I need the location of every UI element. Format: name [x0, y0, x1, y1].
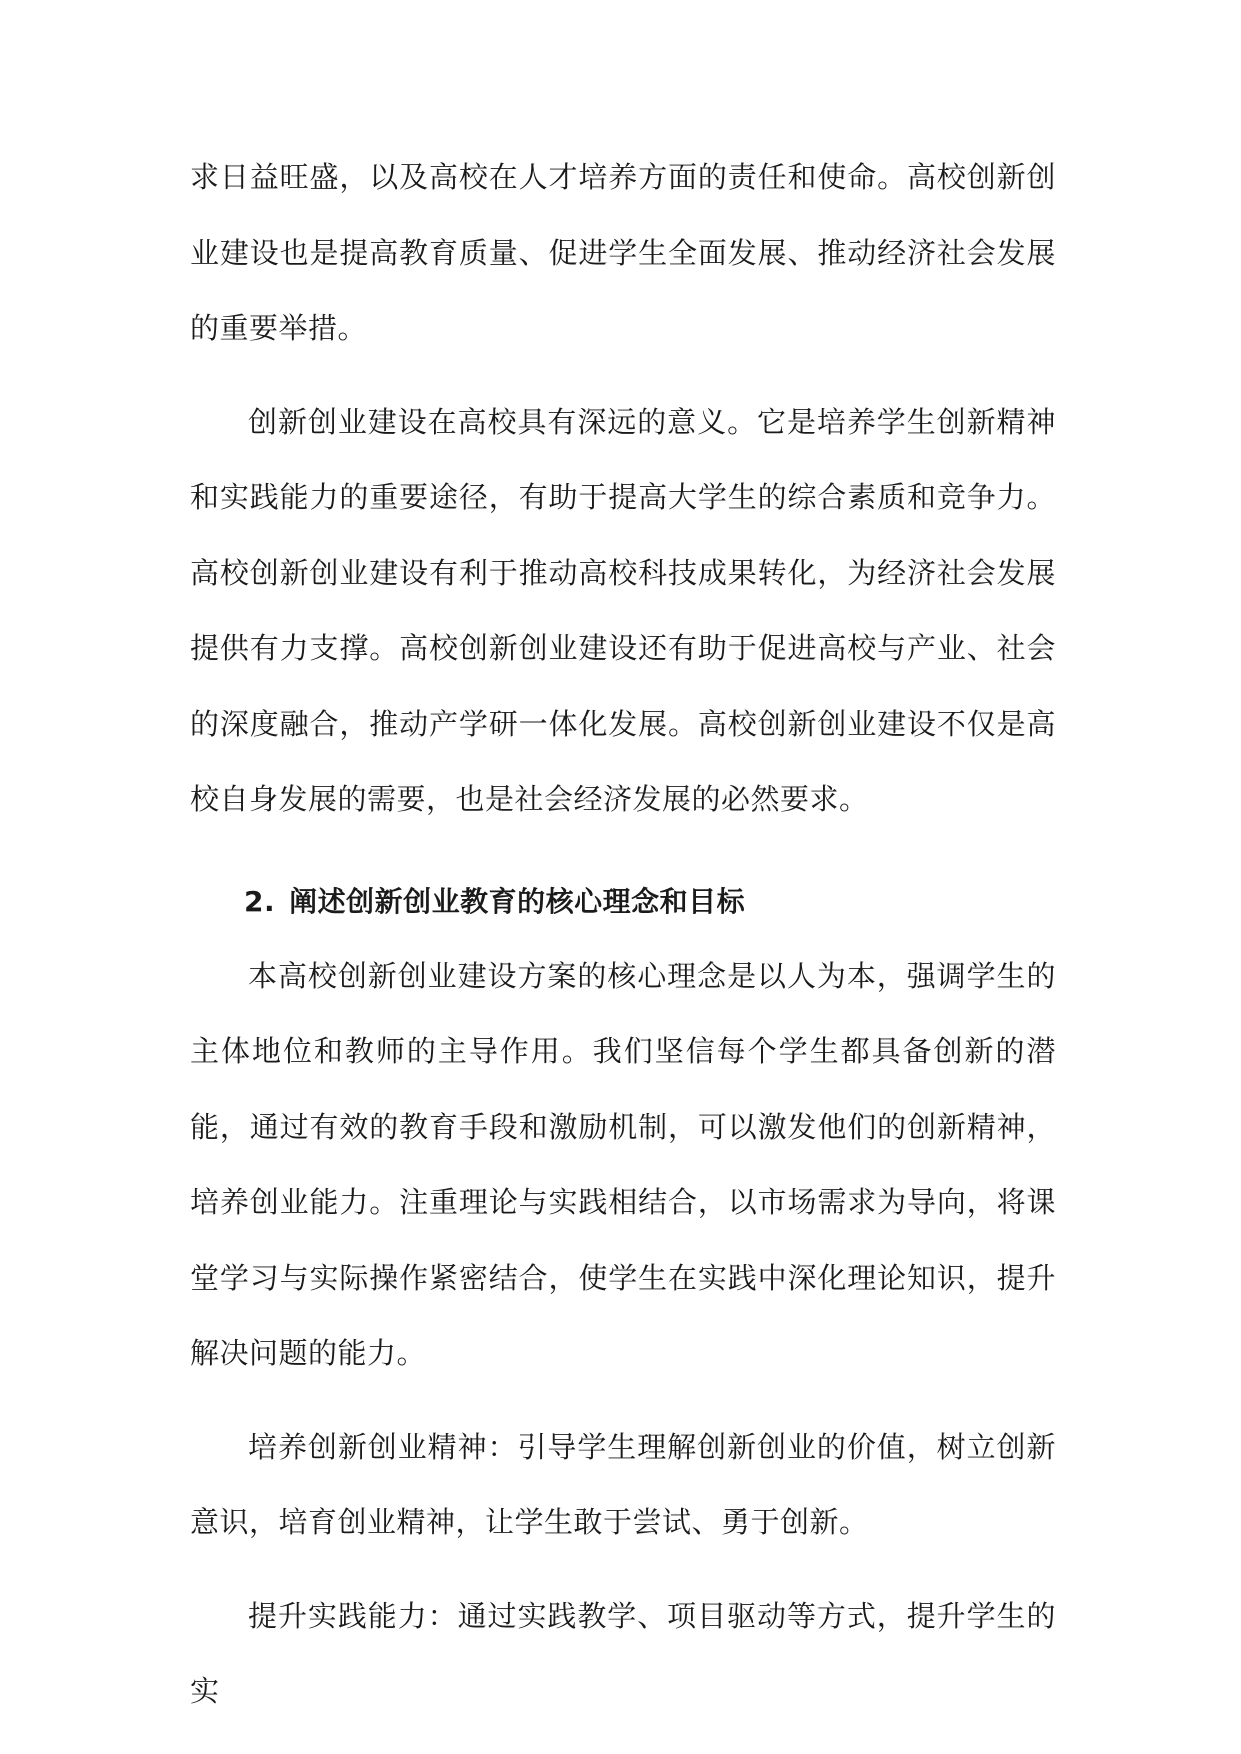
section-number: 2.: [244, 884, 276, 918]
paragraph-core-concept: 本高校创新创业建设方案的核心理念是以人为本，强调学生的主体地位和教师的主导作用。我们坚信每个学生都具备创新的潜能，通过有效的教育手段和激励机制，可以激发他们的创新精神，培养创业能力。注重理论与实践相结合，以市场需求为导向，将课堂学习与实际操作紧密结合，使学生在实践中深化理论知识，提升解决问题的能力。: [190, 958, 1056, 1370]
section-title: 阐述创新创业教育的核心理念和目标: [289, 884, 746, 918]
paragraph-goal-practice: 提升实践能力：通过实践教学、项目驱动等方式，提升学生的实: [190, 1598, 1056, 1708]
paragraph-goal-spirit: 培养创新创业精神：引导学生理解创新创业的价值，树立创新意识，培育创业精神，让学生敢于尝试、勇于创新。: [190, 1429, 1056, 1539]
section-heading: [190, 864, 1056, 939]
document-page: [190, 140, 1056, 1730]
paragraph-continued: 求日益旺盛，以及高校在人才培养方面的责任和使命。高校创新创业建设也是提高教育质量、促进学生全面发展、推动经济社会发展的重要举措。: [190, 160, 1056, 345]
paragraph-significance: 创新创业建设在高校具有深远的意义。它是培养学生创新精神和实践能力的重要途径，有助于提高大学生的综合素质和竞争力。高校创新创业建设有利于推动高校科技成果转化，为经济社会发展提供有力支撑。高校创新创业建设还有助于促进高校与产业、社会的深度融合，推动产学研一体化发展。高校创新创业建设不仅是高校自身发展的需要，也是社会经济发展的必然要求。: [190, 404, 1056, 816]
